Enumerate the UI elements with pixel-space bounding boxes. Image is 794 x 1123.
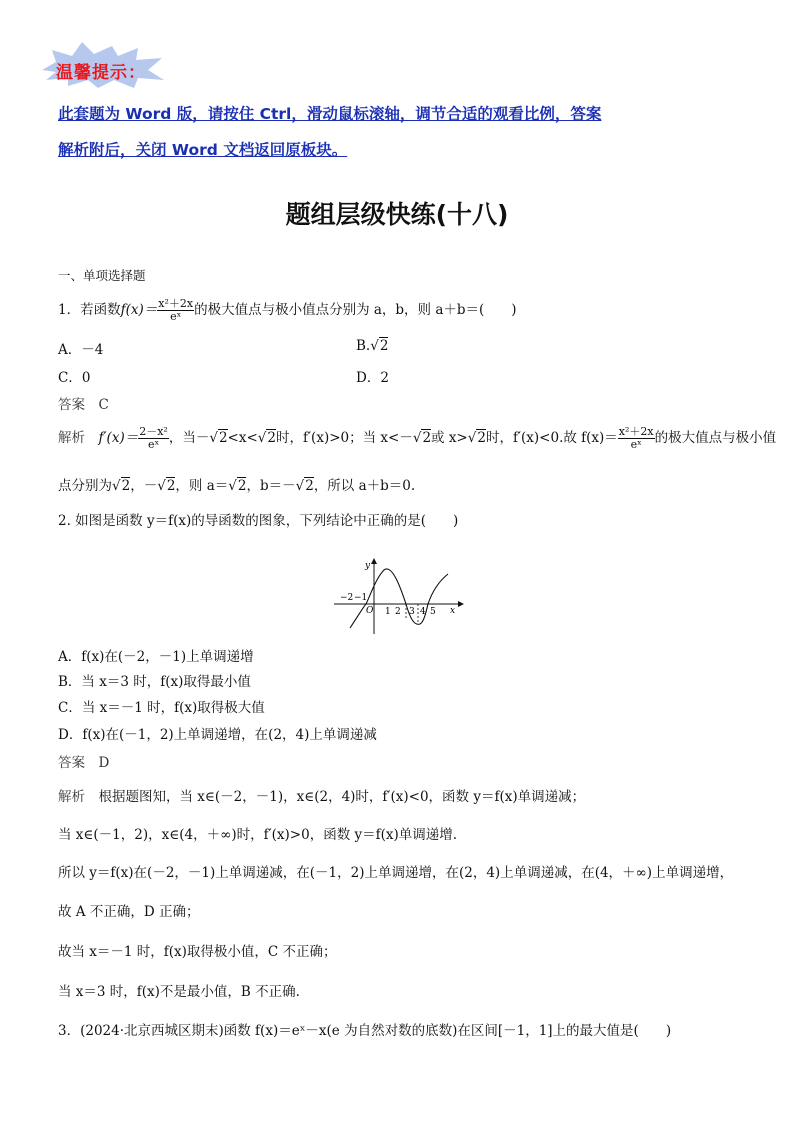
q2-analysis-line-5: 故当 x＝－1 时，f(x)取得极小值，C 不正确； xyxy=(58,944,337,960)
tick-4: 4 xyxy=(420,607,426,617)
q2-option-b: B．当 x＝3 时，f(x)取得最小值 xyxy=(58,674,251,690)
tip-label: 温馨提示： xyxy=(56,63,146,83)
tick-neg1: −1 xyxy=(354,593,368,603)
q1-answer: 答案 C xyxy=(58,397,109,413)
q2-analysis-line-3: 所以 y＝f(x)在(－2，－1)上单调递减，在(－1，2)上单调递增，在(2，4)上单调递减，在(4，＋∞)上单调递增， xyxy=(58,865,734,881)
q2-option-d: D．f(x)在(－1，2)上单调递增，在(2，4)上单调递减 xyxy=(58,727,377,743)
y-label: y xyxy=(365,561,371,571)
q2-answer: 答案 D xyxy=(58,755,110,771)
q2-option-a: A．f(x)在(－2，－1)上单调递增 xyxy=(58,649,254,665)
q1-option-b: B.√2 xyxy=(356,338,389,354)
origin-label: O xyxy=(366,606,374,616)
q2-analysis-line-1: 解析 根据题图知，当 x∈(－2，－1)，x∈(2，4)时，f′(x)<0，函数 y＝f(x)单调递减； xyxy=(58,789,586,805)
q1-option-c: C．0 xyxy=(58,370,91,386)
q1-option-a: A．－4 xyxy=(58,342,104,358)
notice-line-1: 此套题为 Word 版，请按住 Ctrl，滑动鼠标滚轴，调节合适的观看比例，答案 xyxy=(58,105,602,123)
y-axis-arrow xyxy=(371,558,377,564)
notice-line-2: 解析附后，关闭 Word 文档返回原板块。 xyxy=(58,141,348,159)
tick-neg2: −2 xyxy=(340,593,354,603)
tick-3: 3 xyxy=(409,607,415,617)
q1-fraction: $\frac{\text{x²＋2x}}{\text{eˣ}}$ xyxy=(158,297,194,323)
q2-option-c: C．当 x＝－1 时，f(x)取得极大值 xyxy=(58,700,265,716)
q1-analysis-line-2: 点分别为√2，－√2，则 a＝√2，b＝－√2，所以 a＋b＝0. xyxy=(58,478,416,494)
derivative-graph xyxy=(330,556,466,638)
q2-stem: 2. 如图是函数 y＝f(x)的导函数的图象，下列结论中正确的是( ) xyxy=(58,513,459,529)
q1-analysis-line-1: 解析 f′(x)＝ $\frac{\text{2－x²}}{\text{eˣ}}$ ，当－√2<x<√2时，f′(x)>0；当 x<－√2或 x>√2时，f′(x)<0.故 f(x)＝ $\frac{\text{x²＋2x}}{\text{eˣ}}$ 的极大值点与极小值 xyxy=(58,425,777,451)
x-axis-arrow xyxy=(458,601,464,607)
tick-2: 2 xyxy=(395,607,401,617)
q1-stem: 1．若函数f(x)＝ $\frac{\text{x²＋2x}}{\text{eˣ}}$ 的极大值点与极小值点分别为 a，b，则 a＋b＝( ) xyxy=(58,297,517,323)
q2-analysis-line-4: 故 A 不正确，D 正确； xyxy=(58,904,200,920)
page-title: 题组层级快练(十八) xyxy=(285,200,509,229)
tick-5: 5 xyxy=(430,607,436,617)
q2-analysis-line-2: 当 x∈(－1，2)，x∈(4，＋∞)时，f′(x)>0，函数 y＝f(x)单调递增. xyxy=(58,827,458,843)
section-heading: 一、单项选择题 xyxy=(58,268,146,283)
q3-stem: 3．(2024·北京西城区期末)函数 f(x)＝eˣ－x(e 为自然对数的底数)在区间[－1，1]上的最大值是( ) xyxy=(58,1023,672,1039)
q2-analysis-line-6: 当 x＝3 时，f(x)不是最小值，B 不正确. xyxy=(58,984,300,1000)
x-label: x xyxy=(450,606,456,616)
tick-1: 1 xyxy=(385,607,391,617)
q1-option-d: D．2 xyxy=(356,370,389,386)
